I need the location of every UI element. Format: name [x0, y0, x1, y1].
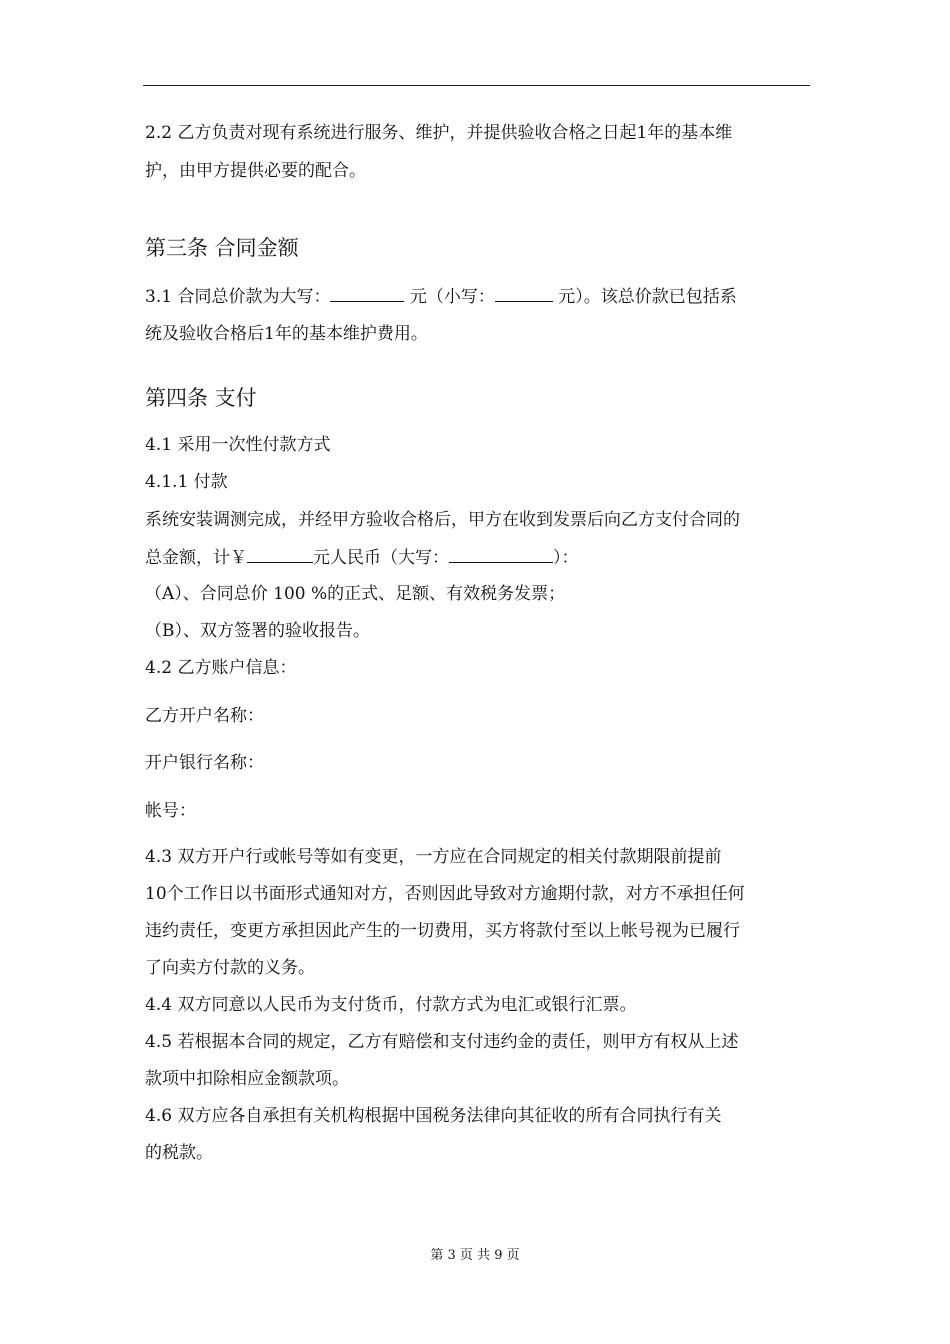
article-3-heading: 第三条 合同金额 — [145, 236, 299, 260]
clause-3-1-line-1 — [145, 284, 737, 309]
amount-words-blank[interactable] — [330, 284, 404, 302]
payment-para-line-1: 系统安装调测完成，并经甲方验收合格后，甲方在收到发票后向乙方支付合同的 — [145, 510, 740, 530]
clause-4-6-line-2: 的税款。 — [145, 1143, 213, 1163]
clause-4-3-line-3: 违约责任，变更方承担因此产生的一切费用，买方将款付至以上帐号视为已履行 — [145, 921, 740, 941]
payment-text-a: 总金额，计￥ — [145, 548, 247, 568]
total-words-blank[interactable] — [449, 545, 553, 563]
clause-3-1-line-2: 统及验收合格后1年的基本维护费用。 — [145, 324, 428, 344]
clause-4-4: 4.4 双方同意以人民币为支付货币，付款方式为电汇或银行汇票。 — [145, 995, 637, 1015]
clause-2-2-line-2: 护，由甲方提供必要的配合。 — [145, 161, 366, 181]
amount-figures-blank[interactable] — [495, 284, 553, 302]
clause-3-1-text-a: 3.1 合同总价款为大写： — [145, 287, 331, 307]
payment-text-c: ）： — [553, 548, 579, 568]
clause-4-1-1: 4.1.1 付款 — [145, 472, 228, 492]
payment-text-b: 元人民币（大写： — [313, 548, 449, 568]
clause-4-3-line-2: 10个工作日以书面形式通知对方，否则因此导致对方逾期付款，对方不承担任何 — [145, 884, 745, 904]
total-figures-blank[interactable] — [247, 545, 313, 563]
header-rule — [143, 85, 810, 86]
account-name-label: 乙方开户名称： — [145, 706, 264, 726]
clause-4-2: 4.2 乙方账户信息： — [145, 658, 297, 678]
bank-name-label: 开户银行名称： — [145, 753, 264, 773]
article-4-heading: 第四条 支付 — [145, 386, 257, 410]
clause-2-2-line-1: 2.2 乙方负责对现有系统进行服务、维护，并提供验收合格之日起1年的基本维 — [145, 123, 733, 143]
clause-4-6-line-1: 4.6 双方应各自承担有关机构根据中国税务法律向其征收的所有合同执行有关 — [145, 1106, 722, 1126]
account-number-label: 帐号： — [145, 801, 196, 821]
payment-para-line-2 — [145, 545, 579, 570]
clause-3-1-text-c: 元）。该总价款已包括系 — [552, 287, 737, 307]
clause-4-3-line-4: 了向卖方付款的义务。 — [145, 958, 315, 978]
page-footer: 第 3 页 共 9 页 — [430, 1248, 520, 1263]
clause-4-5-line-1: 4.5 若根据本合同的规定，乙方有赔偿和支付违约金的责任，则甲方有权从上述 — [145, 1032, 739, 1052]
clause-4-3-line-1: 4.3 双方开户行或帐号等如有变更，一方应在合同规定的相关付款期限前提前 — [145, 847, 722, 867]
clause-3-1-text-b: 元（小写： — [404, 287, 495, 307]
item-a: （A）、合同总价 100 %的正式、足额、有效税务发票； — [145, 584, 566, 604]
item-b: （B）、双方签署的验收报告。 — [145, 621, 370, 641]
clause-4-5-line-2: 款项中扣除相应金额款项。 — [145, 1069, 349, 1089]
clause-4-1: 4.1 采用一次性付款方式 — [145, 435, 331, 455]
